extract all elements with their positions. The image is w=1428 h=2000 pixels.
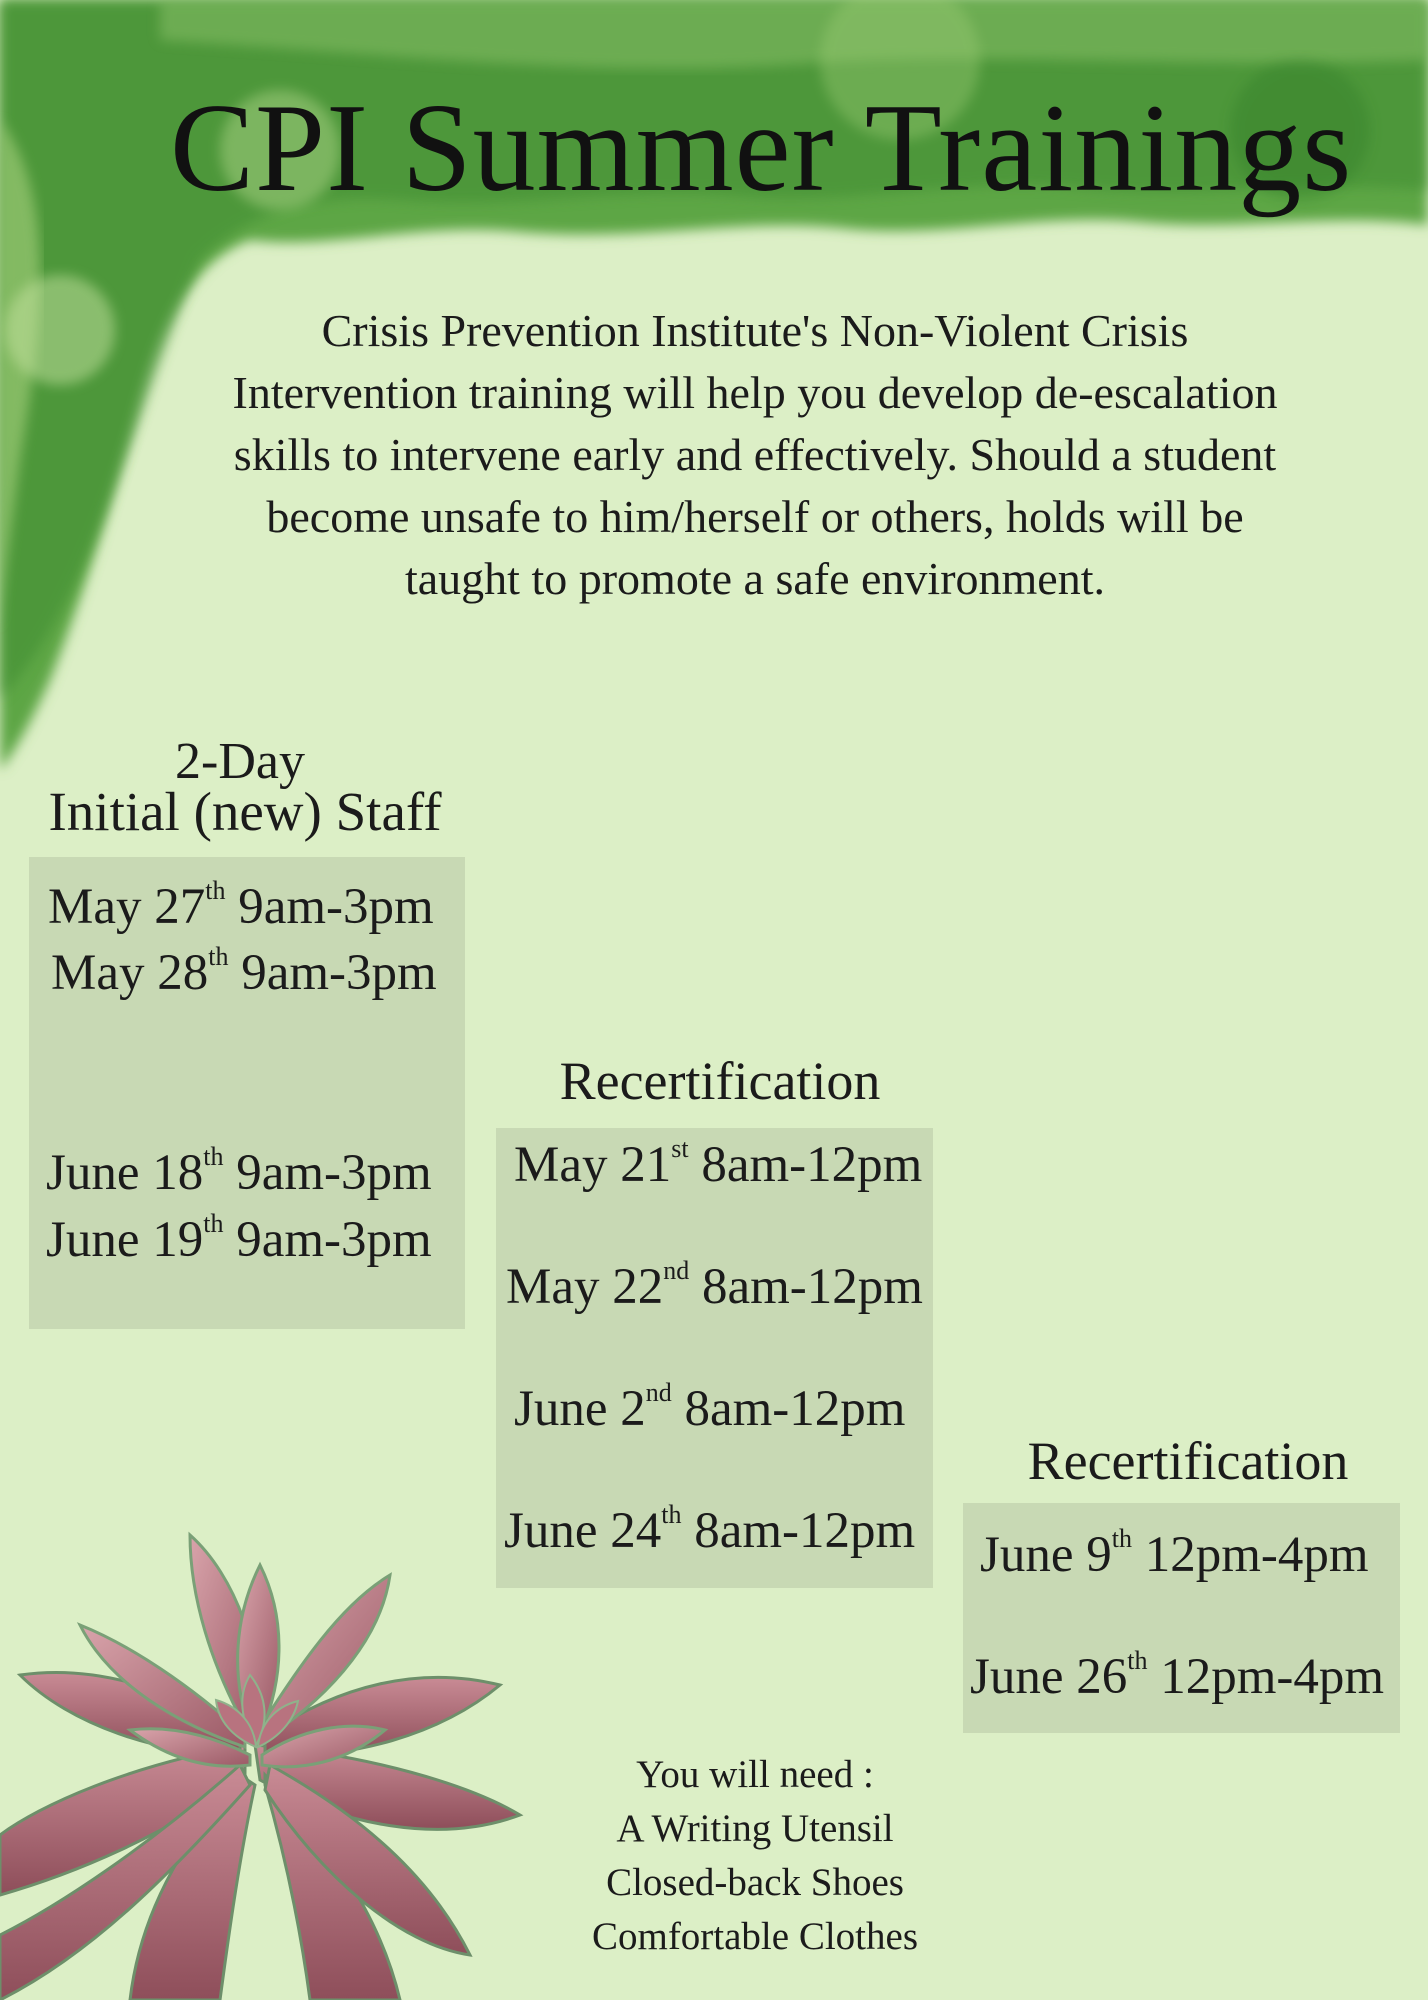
date-suffix: st (671, 1134, 689, 1163)
date-suffix: th (203, 1142, 224, 1171)
recert-morning-heading: Recertification (559, 1051, 881, 1111)
date-suffix: th (203, 1209, 224, 1238)
needs-item: Comfortable Clothes (591, 1915, 919, 1958)
session-initial-1 (48, 878, 434, 936)
session-time: 8am-12pm (701, 1137, 923, 1193)
session-recert-morning-2 (506, 1258, 923, 1316)
session-date: June 19 (46, 1212, 204, 1268)
session-date: June 18 (46, 1145, 204, 1201)
session-date: May 21 (514, 1137, 672, 1193)
date-suffix: th (661, 1500, 682, 1529)
session-time: 12pm-4pm (1144, 1527, 1369, 1583)
initial-heading-line1: 2-Day (175, 733, 305, 790)
session-time: 9am-3pm (236, 1145, 432, 1201)
session-recert-morning-3 (514, 1380, 905, 1438)
succulent-illustration (0, 1515, 540, 2000)
page-title: CPI Summer Trainings (170, 79, 1353, 218)
session-time: 9am-3pm (238, 879, 434, 935)
intro-paragraph: Crisis Prevention Institute's Non-Violent Crisis Intervention training will help you develop de-escalation skills to intervene early and effectively. Should a student become unsafe to him/herself or others, holds will be taught to promote a safe environment. (232, 305, 1278, 604)
session-initial-4 (46, 1211, 432, 1269)
session-date: June 26 (970, 1649, 1128, 1705)
date-suffix: nd (645, 1378, 672, 1407)
session-date: May 27 (48, 879, 206, 935)
session-date: May 22 (506, 1259, 664, 1315)
needs-item: Closed-back Shoes (606, 1861, 904, 1904)
session-time: 12pm-4pm (1160, 1649, 1385, 1705)
initial-heading-line2: Initial (new) Staff (48, 781, 442, 842)
session-recert-afternoon-1 (980, 1526, 1369, 1584)
session-time: 8am-12pm (701, 1259, 923, 1315)
date-suffix: th (208, 942, 229, 971)
recert-afternoon-heading: Recertification (1027, 1431, 1349, 1491)
date-suffix: nd (663, 1256, 690, 1285)
date-suffix: th (1127, 1646, 1148, 1675)
session-time: 8am-12pm (694, 1503, 916, 1559)
needs-heading: You will need : (636, 1753, 874, 1796)
session-date: June 2 (514, 1381, 646, 1437)
date-suffix: th (1111, 1524, 1132, 1553)
session-recert-morning-4 (504, 1502, 915, 1560)
session-date: June 9 (980, 1527, 1112, 1583)
session-recert-afternoon-2 (970, 1648, 1384, 1706)
session-initial-2 (51, 944, 437, 1002)
session-time: 8am-12pm (684, 1381, 906, 1437)
session-initial-3 (46, 1144, 432, 1202)
needs-item: A Writing Utensil (616, 1807, 894, 1850)
session-date: June 24 (504, 1503, 662, 1559)
date-suffix: th (205, 876, 226, 905)
needs-list (540, 1748, 970, 1964)
session-time: 9am-3pm (241, 945, 437, 1001)
session-time: 9am-3pm (236, 1212, 432, 1268)
session-date: May 28 (51, 945, 209, 1001)
session-recert-morning-1 (514, 1136, 922, 1194)
